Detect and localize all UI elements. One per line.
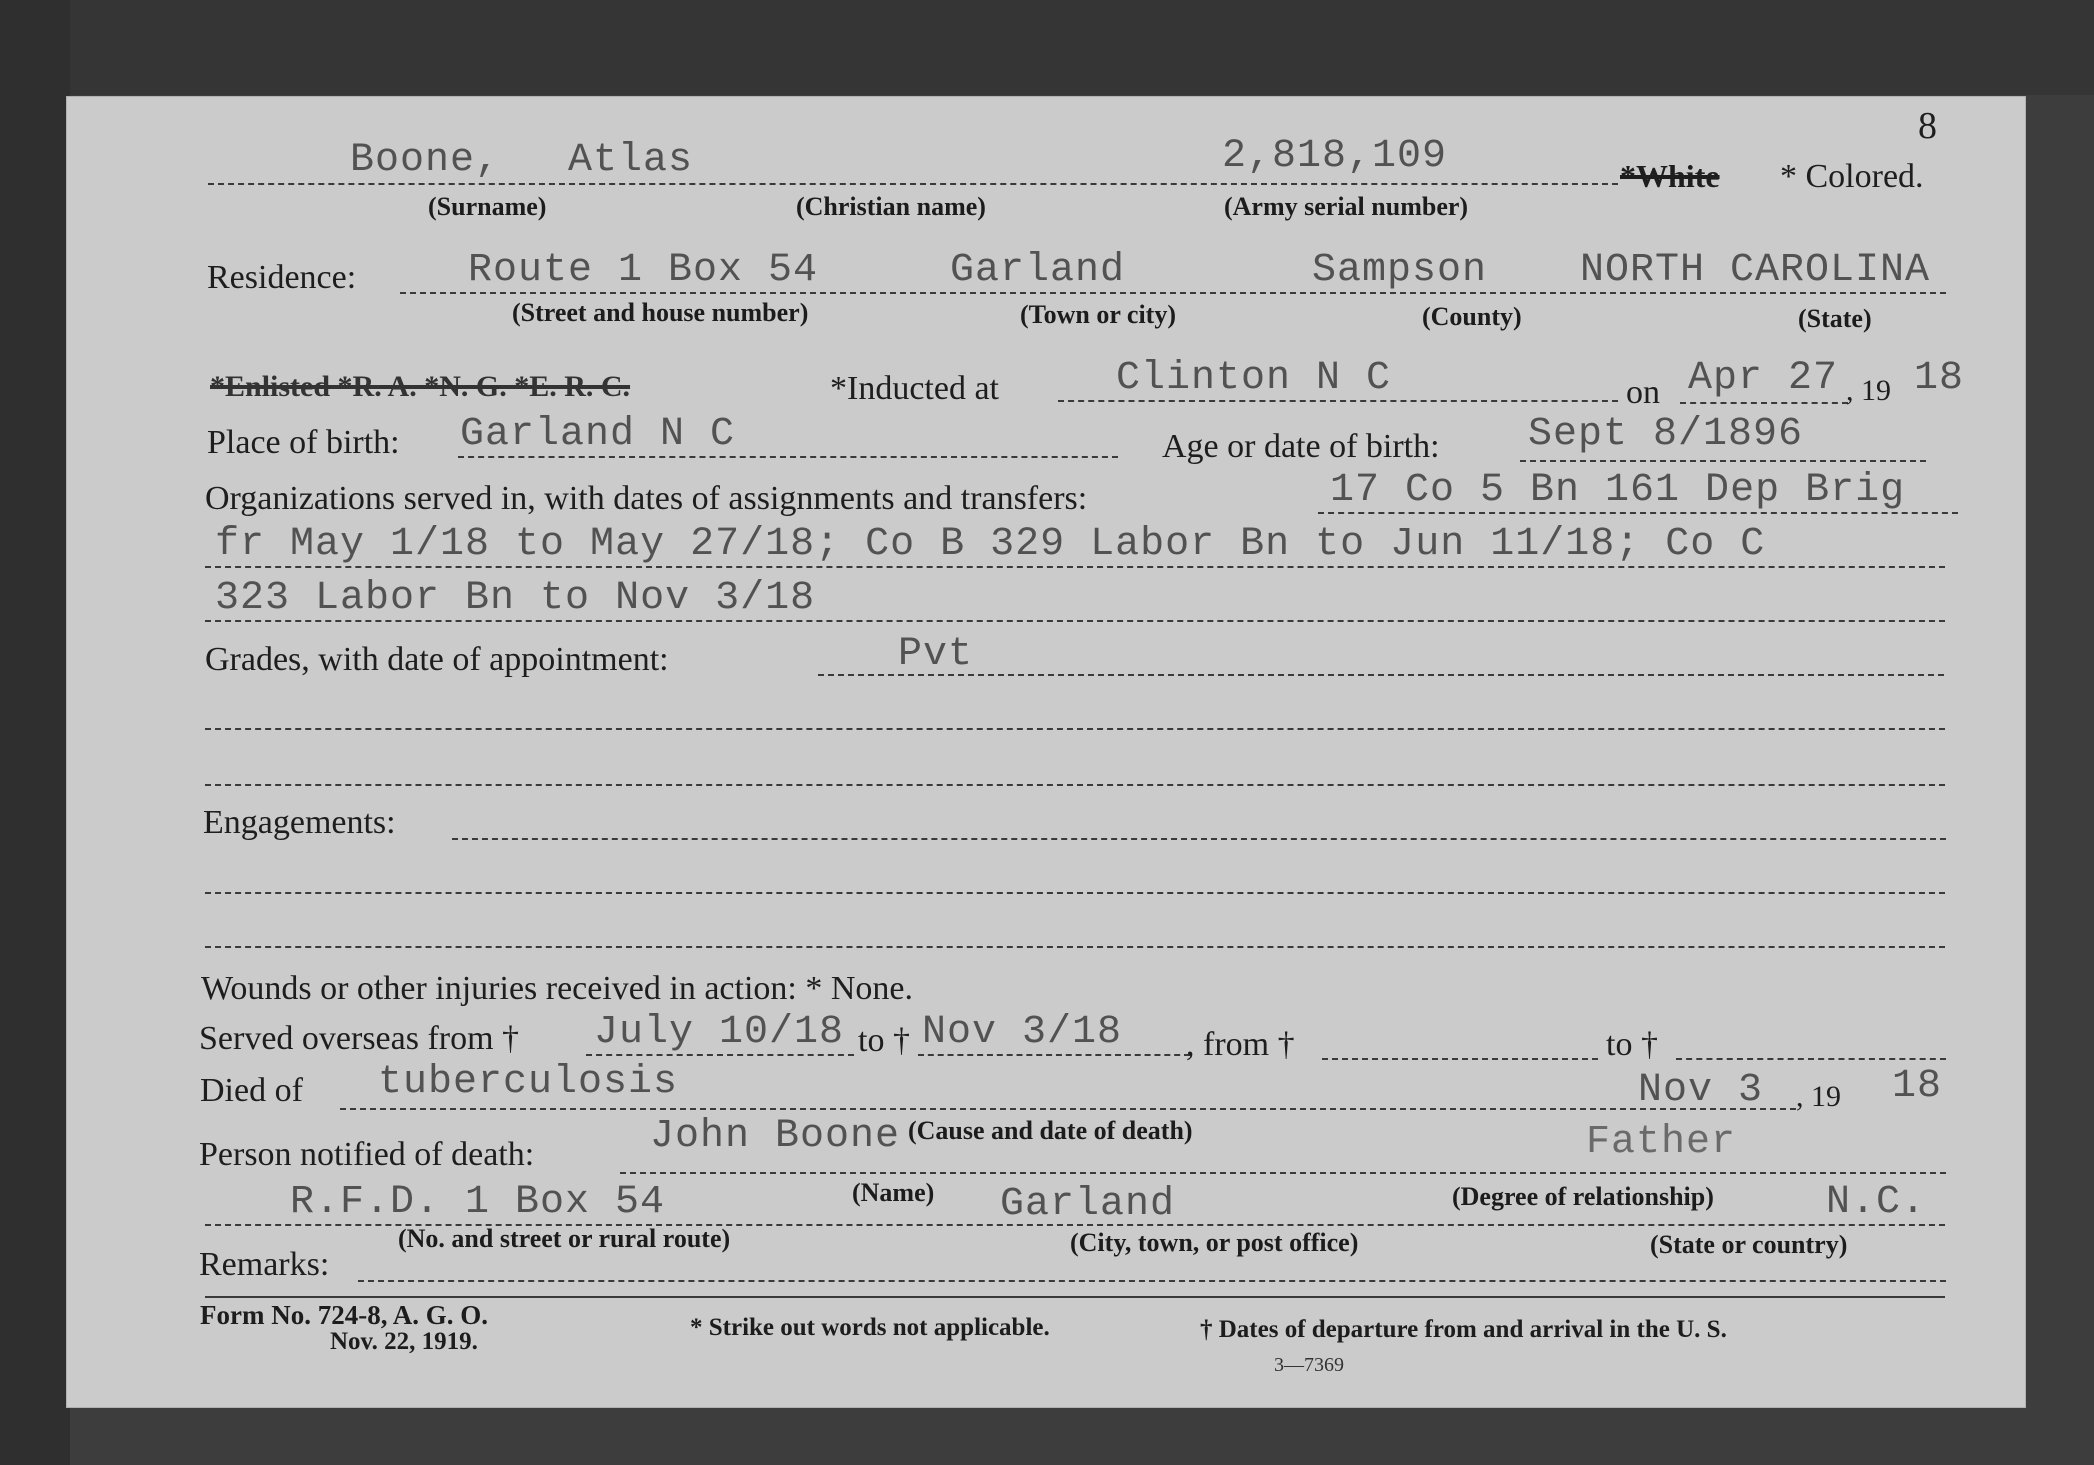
overseas-to2-label: to † [1606,1026,1658,1063]
street-caption: (Street and house number) [512,298,809,327]
print-code: 3—7369 [1274,1354,1344,1376]
residence-town-value: Garland [950,248,1126,293]
enlisted-struck: *Enlisted *R. A. *N. G. *E. R. C. [210,370,631,403]
grades-line-2 [205,728,1945,730]
induction-date-value: Apr 27 [1688,356,1839,401]
overseas-to-label: to † [858,1022,910,1059]
organizations-value-3: 323 Labor Bn to Nov 3/18 [215,576,816,621]
engagements-line-1 [452,838,1946,840]
remarks-line [358,1280,1946,1282]
overseas-label: Served overseas from † [199,1020,520,1057]
birth-date-label: Age or date of birth: [1162,428,1440,465]
remarks-label: Remarks: [199,1246,330,1283]
form-date: Nov. 22, 1919. [330,1328,478,1355]
organizations-value-1: 17 Co 5 Bn 161 Dep Brig [1330,468,1906,513]
scan-background-top [0,0,2094,95]
on-label: on [1626,374,1660,411]
organizations-label: Organizations served in, with dates of assignments and transfers: [205,480,1088,517]
inducted-place-value: Clinton N C [1116,356,1392,401]
overseas-from-value: July 10/18 [594,1010,845,1055]
inducted-label: *Inducted at [830,370,999,407]
grades-value: Pvt [898,632,974,677]
death-cause-value: tuberculosis [378,1060,679,1105]
grades-label: Grades, with date of appointment: [205,641,669,678]
city-post-office-caption: (City, town, or post office) [1070,1228,1359,1257]
birth-date-value: Sept 8/1896 [1528,412,1804,457]
died-of-label: Died of [200,1072,303,1109]
state-country-caption: (State or country) [1650,1230,1848,1259]
birth-place-value: Garland N C [460,412,736,457]
dates-note: † Dates of departure from and arrival in the U. S. [1200,1316,1727,1343]
notified-label: Person notified of death: [199,1136,535,1173]
overseas-from2-line [1322,1058,1598,1060]
engagements-line-2 [205,892,1945,894]
birth-place-label: Place of birth: [207,424,400,461]
relationship-caption: (Degree of relationship) [1452,1182,1714,1211]
county-caption: (County) [1422,302,1522,331]
footer-rule [205,1296,1945,1298]
death-year-prefix: , 19 [1796,1080,1841,1113]
wounds-label: Wounds or other injuries received in action: * None. [201,970,914,1007]
residence-label: Residence: [207,259,357,296]
card-number: 8 [1918,105,1937,147]
notified-relationship-value: Father [1586,1120,1737,1165]
notified-line [620,1172,1946,1174]
induction-year-value: 18 [1914,356,1965,401]
death-line [340,1108,1796,1110]
induction-date-line [1680,402,1848,404]
race-white-struck: *White [1620,158,1720,194]
overseas-to2-line [1676,1058,1946,1060]
scan-background-left [0,0,70,1465]
residence-street-value: Route 1 Box 54 [468,248,819,293]
notified-street-value: R.F.D. 1 Box 54 [290,1180,666,1225]
engagements-label: Engagements: [203,804,396,841]
death-year-value: 18 [1892,1064,1943,1109]
notified-name-caption: (Name) [852,1178,935,1207]
race-colored: * Colored. [1780,158,1924,195]
surname-value: Boone, [350,138,501,183]
induction-year-prefix: , 19 [1846,374,1891,407]
header-line [208,183,1618,185]
street-route-caption: (No. and street or rural route) [398,1224,731,1253]
notified-state-value: N.C. [1826,1180,1927,1225]
residence-state-value: NORTH CAROLINA [1580,248,1931,293]
overseas-to-value: Nov 3/18 [922,1010,1123,1055]
residence-county-value: Sampson [1312,248,1488,293]
death-cause-caption: (Cause and date of death) [908,1116,1193,1145]
christian-name-value: Atlas [568,138,694,183]
grades-line-3 [205,784,1945,786]
town-caption: (Town or city) [1020,300,1176,329]
grades-line-1 [818,674,1944,676]
serial-number-value: 2,818,109 [1222,134,1448,179]
overseas-from2-label: , from † [1186,1026,1295,1063]
birth-date-line [1520,460,1926,462]
organizations-value-2: fr May 1/18 to May 27/18; Co B 329 Labor Bn to Jun 11/18; Co C [215,522,1766,567]
christian-name-caption: (Christian name) [796,192,986,221]
state-caption: (State) [1798,304,1872,333]
engagements-line-3 [205,946,1945,948]
notified-name-value: John Boone [650,1114,901,1159]
death-date-value: Nov 3 [1638,1068,1764,1113]
form-number: Form No. 724-8, A. G. O. [200,1300,488,1330]
surname-caption: (Surname) [428,192,547,221]
strike-note: * Strike out words not applicable. [690,1314,1050,1341]
notified-city-value: Garland [1000,1182,1176,1227]
serial-caption: (Army serial number) [1224,192,1469,221]
